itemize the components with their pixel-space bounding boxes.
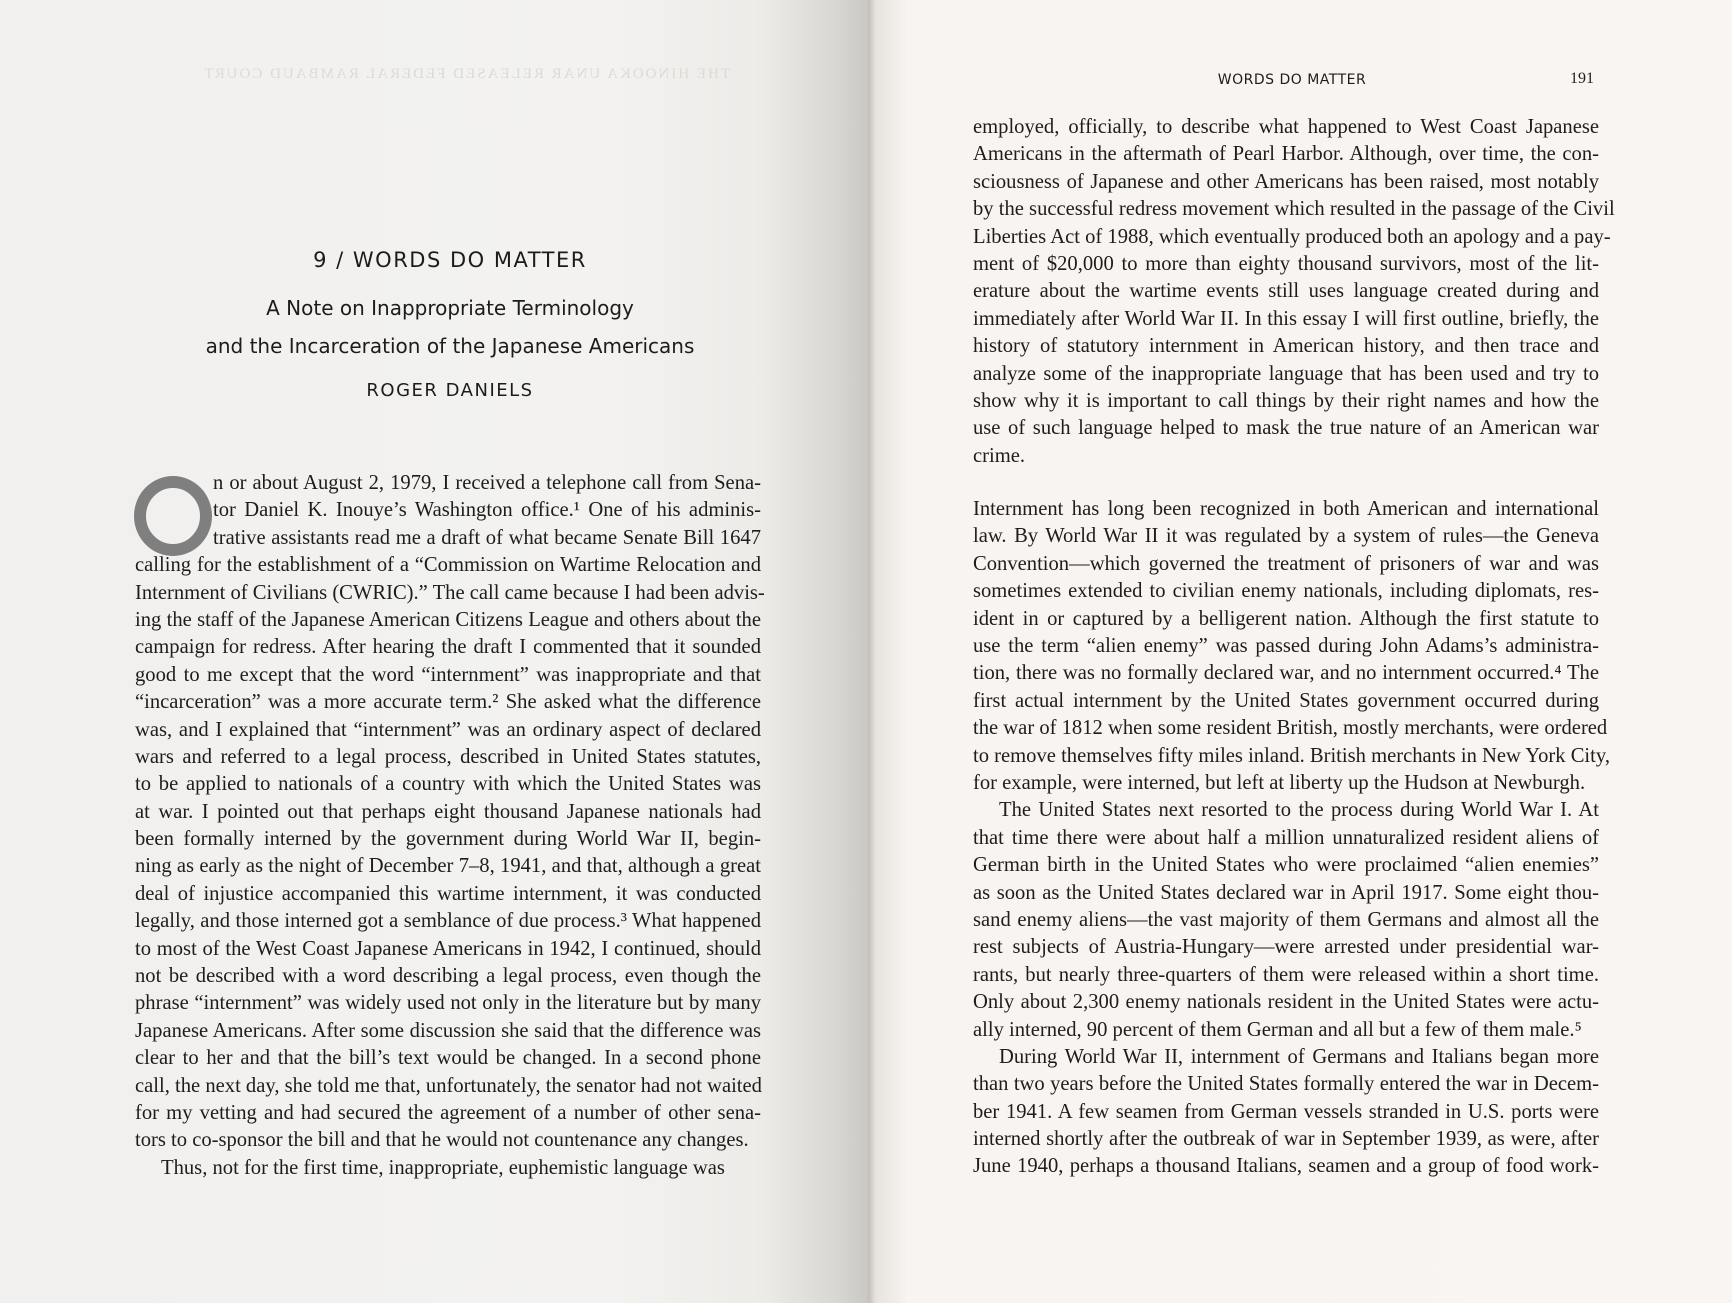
text-line: Convention—which governed the treatment of prisoners of war and was (973, 552, 1599, 575)
text-line: Only about 2,300 enemy nationals resident in the United States were actu- (973, 991, 1599, 1014)
text-line: to be applied to nationals of a country with which the United States was (135, 773, 761, 796)
text-line: sand enemy aliens—the vast majority of them Germans and almost all the (973, 908, 1599, 931)
text-line: trative assistants read me a draft of what became Senate Bill 1647 (213, 526, 761, 549)
text-line: was, and I explained that “internment” was an ordinary aspect of declared (135, 718, 761, 741)
left-body-text (135, 470, 765, 1182)
running-head: WORDS DO MATTER (1217, 72, 1367, 88)
text-line: clear to her and that the bill’s text would be changed. In a second phone (135, 1047, 761, 1070)
show-through-header: THE HINOOKA UNAR RELEASED FEDERAL RAMBAUD COURT (202, 66, 730, 82)
text-line: use of such language helped to mask the true nature of an American war (973, 417, 1599, 440)
text-line: to most of the West Coast Japanese Americans in 1942, I continued, should (135, 937, 761, 960)
chapter-title: 9 / WORDS DO MATTER (313, 248, 587, 272)
text-line: The United States next resorted to the process during World War I. At (999, 799, 1599, 822)
text-line: first actual internment by the United States government occurred during (973, 689, 1599, 712)
text-line: Americans in the aftermath of Pearl Harbor. Although, over time, the con- (973, 143, 1599, 166)
text-line: been formally interned by the government during World War II, begin- (135, 828, 761, 851)
text-line: as soon as the United States declared war in April 1917. Some eight thou- (973, 881, 1599, 904)
text-line: for example, were interned, but left at liberty up the Hudson at Newburgh. (973, 771, 1586, 794)
text-line: June 1940, perhaps a thousand Italians, seamen and a group of food work- (973, 1155, 1599, 1178)
text-line: calling for the establishment of a “Commission on Wartime Relocation and (135, 554, 761, 577)
text-line: at war. I pointed out that perhaps eight thousand Japanese nationals had (135, 800, 761, 823)
text-line: tion, there was no formally declared war, and no internment occurred.⁴ The (973, 662, 1599, 685)
text-line: campaign for redress. After hearing the draft I commented that it sounded (135, 636, 761, 659)
page-number: 191 (1570, 70, 1594, 87)
text-line: German birth in the United States who were proclaimed “alien enemies” (973, 854, 1599, 877)
text-line: legally, and those interned got a semblance of due process.³ What happened (135, 910, 761, 933)
text-line: deal of injustice accompanied this wartime internment, it was conducted (135, 882, 761, 905)
text-line: analyze some of the inappropriate language that has been used and try to (973, 362, 1599, 385)
chapter-author: ROGER DANIELS (366, 380, 534, 401)
text-line: not be described with a word describing a legal process, even though the (135, 965, 761, 988)
text-line: law. By World War II it was regulated by a system of rules—the Geneva (973, 525, 1599, 548)
text-line: Thus, not for the first time, inappropriate, euphemistic language was (161, 1156, 725, 1179)
text-line: ment of $20,000 to more than eighty thousand survivors, most of the lit- (973, 252, 1599, 275)
text-line: tors to co-sponsor the bill and that he would not countenance any changes. (135, 1129, 749, 1152)
text-line: erature about the wartime events still uses language created during and (973, 280, 1599, 303)
text-line: ident in or captured by a belligerent nation. Although the first statute to (973, 607, 1599, 630)
text-line: good to me except that the word “internment” was inappropriate and that (135, 663, 761, 686)
text-line: call, the next day, she told me that, unfortunately, the senator had not waited (135, 1074, 762, 1097)
right-body-text (973, 114, 1615, 1181)
text-line: to remove themselves fifty miles inland. British merchants in New York City, (973, 744, 1610, 767)
chapter-subtitle-line-2: and the Incarceration of the Japanese Americans (205, 334, 695, 358)
text-line: wars and referred to a legal process, described in United States statutes, (135, 745, 761, 768)
text-line: Internment has long been recognized in both American and international (973, 498, 1599, 521)
text-line: n or about August 2, 1979, I received a telephone call from Sena- (213, 472, 761, 494)
text-line: by the successful redress movement which resulted in the passage of the Civil (973, 198, 1615, 221)
text-line: interned shortly after the outbreak of war in September 1939, as were, after (973, 1128, 1599, 1151)
text-line: use the term “alien enemy” was passed during John Adams’s administra- (973, 635, 1599, 658)
text-line: Japanese Americans. After some discussion she said that the difference was (135, 1019, 761, 1042)
text-line: rest subjects of Austria-Hungary—were arrested under presidential war- (973, 936, 1599, 959)
text-line: ally interned, 90 percent of them German and all but a few of them male.⁵ (973, 1018, 1582, 1041)
text-line: crime. (973, 444, 1026, 467)
text-line: phrase “internment” was widely used not only in the literature but by many (135, 992, 761, 1015)
chapter-heading (130, 248, 770, 401)
text-line: Liberties Act of 1988, which eventually produced both an apology and a pay- (973, 225, 1611, 248)
chapter-subtitle-line-1: A Note on Inappropriate Terminology (266, 296, 634, 320)
text-line: Internment of Civilians (CWRIC).” The call came because I had been advis- (135, 581, 765, 604)
text-line: history of statutory internment in American history, and then trace and (973, 335, 1599, 358)
text-line: “incarceration” was a more accurate term.² She asked what the difference (135, 691, 761, 714)
text-line: ing the staff of the Japanese American Citizens League and others about the (135, 608, 761, 631)
text-line: ber 1941. A few seamen from German vessels stranded in U.S. ports were (973, 1100, 1599, 1123)
text-line: employed, officially, to describe what happened to West Coast Japanese (973, 116, 1599, 138)
text-line: show why it is important to call things by their right names and how the (973, 389, 1599, 412)
text-line: tor Daniel K. Inouye’s Washington office.¹ One of his adminis- (213, 499, 761, 522)
text-line: for my vetting and had secured the agreement of a number of other sena- (135, 1101, 761, 1124)
text-line: immediately after World War II. In this essay I will first outline, briefly, the (973, 307, 1599, 330)
text-line: sciousness of Japanese and other Americans has been raised, most notably (973, 170, 1599, 193)
text-line: ning as early as the night of December 7–8, 1941, and that, although a great (135, 855, 761, 878)
text-line: that time there were about half a million unnaturalized resident aliens of (973, 826, 1599, 849)
text-line: the war of 1812 when some resident British, mostly merchants, were ordered (973, 717, 1608, 740)
text-line: rants, but nearly three-quarters of them were released within a short time. (973, 963, 1599, 986)
text-line: than two years before the United States formally entered the war in Decem- (973, 1073, 1599, 1096)
text-line: During World War II, internment of Germans and Italians began more (999, 1045, 1599, 1068)
text-line: sometimes extended to civilian enemy nationals, including diplomats, res- (973, 580, 1599, 603)
